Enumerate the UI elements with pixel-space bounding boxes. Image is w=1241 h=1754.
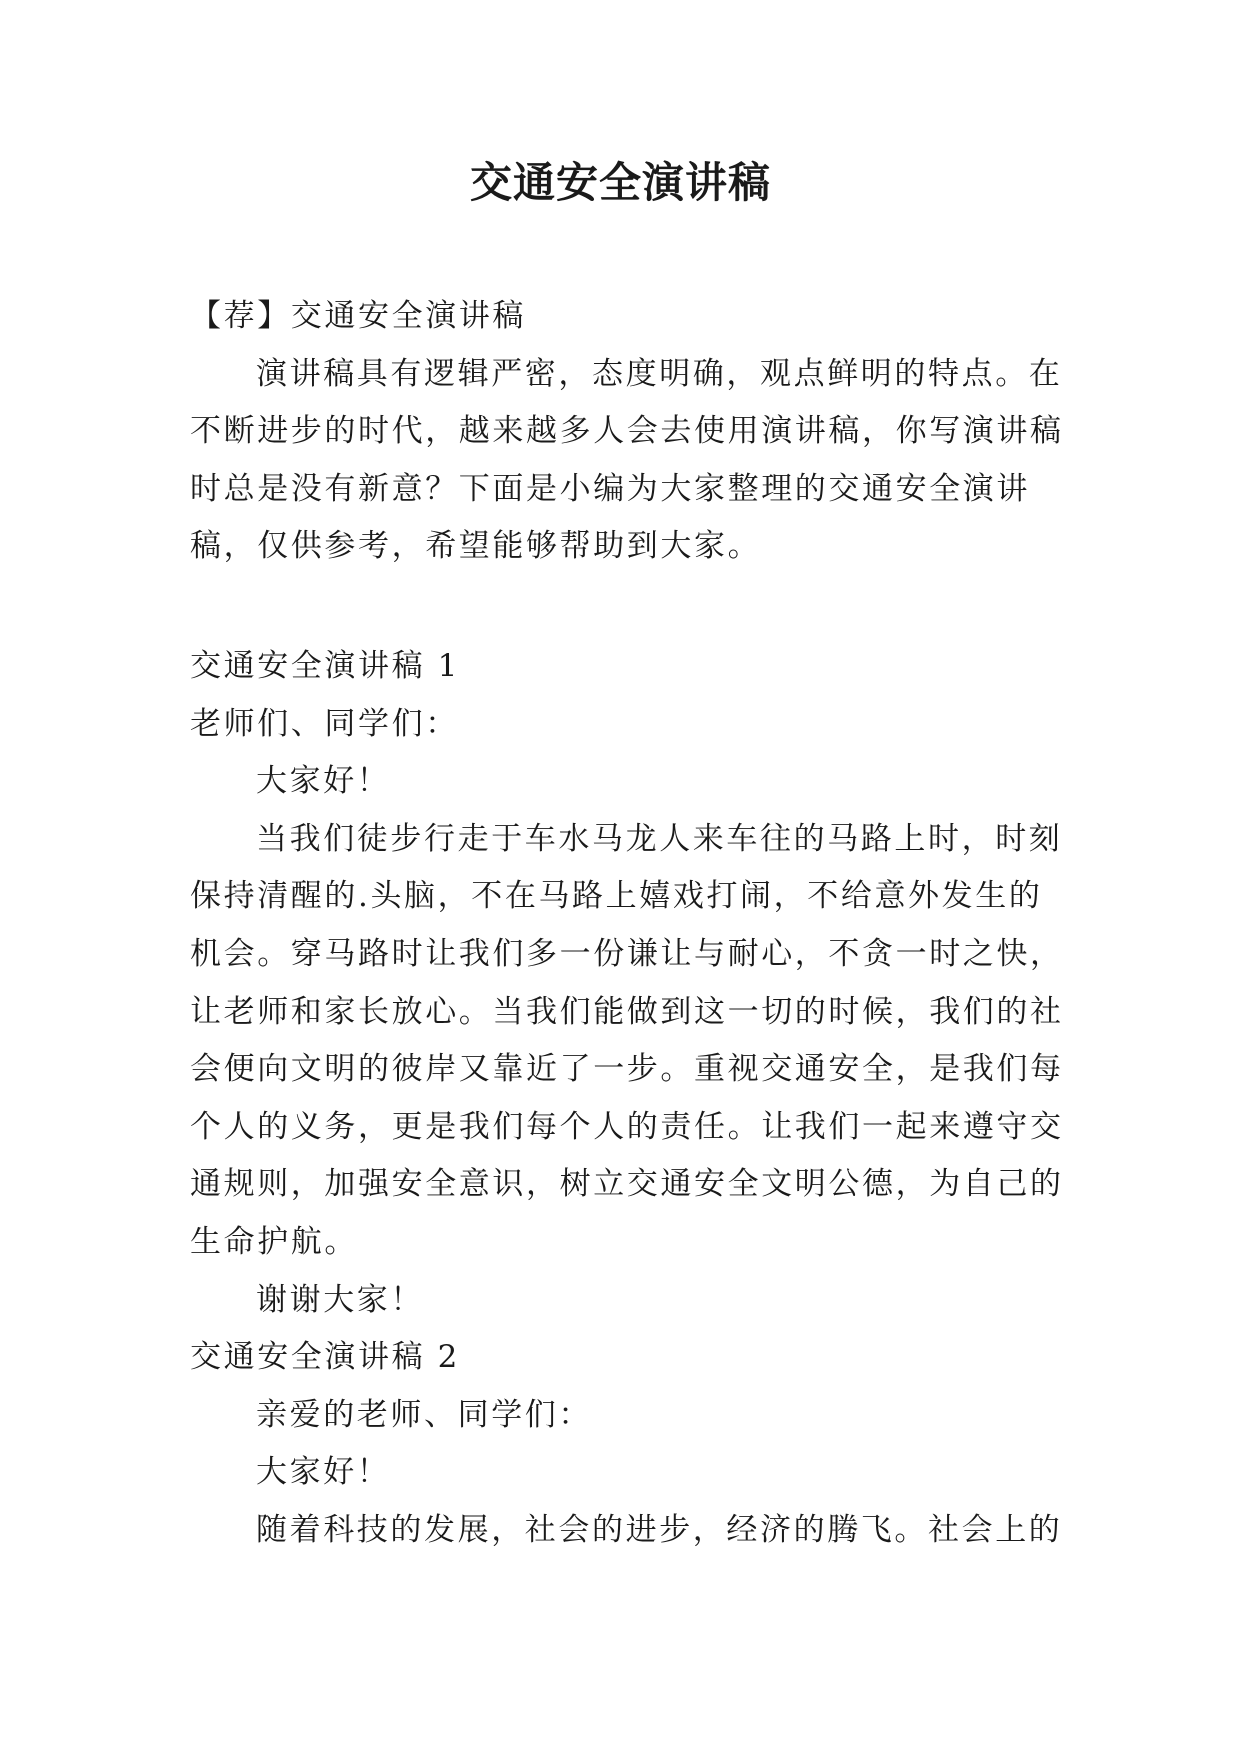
section1-body-line-6: 个人的义务，更是我们每个人的责任。让我们一起来遵守交 [190, 1108, 1064, 1145]
subtitle: 【荐】交通安全演讲稿 [190, 298, 526, 334]
intro-line-1: 演讲稿具有逻辑严密，态度明确，观点鲜明的特点。在 [256, 355, 1063, 392]
section1-body-line-1: 当我们徒步行走于车水马龙人来车往的马路上时，时刻 [256, 820, 1063, 857]
section2-body-line-1: 随着科技的发展，社会的进步，经济的腾飞。社会上的 [256, 1511, 1063, 1548]
section1-salutation: 老师们、同学们： [190, 705, 459, 742]
section2-salutation: 亲爱的老师、同学们： [256, 1396, 592, 1433]
section1-body-line-3: 机会。穿马路时让我们多一份谦让与耐心，不贪一时之快， [190, 935, 1064, 972]
section1-closing: 谢谢大家！ [256, 1281, 424, 1318]
paragraph-gap [190, 576, 1070, 638]
section2-greeting: 大家好！ [256, 1454, 391, 1491]
section1-body-line-7: 通规则，加强安全意识，树立交通安全文明公德，为自己的 [190, 1166, 1064, 1203]
section1-body-line-8: 生命护航。 [190, 1223, 358, 1260]
section2-heading: 交通安全演讲稿 2 [190, 1339, 460, 1376]
intro-line-3: 时总是没有新意？下面是小编为大家整理的交通安全演讲 [190, 470, 1030, 507]
intro-line-2: 不断进步的时代，越来越多人会去使用演讲稿，你写演讲稿 [190, 413, 1064, 450]
intro-line-4: 稿，仅供参考，希望能够帮助到大家。 [190, 528, 762, 565]
section1-heading: 交通安全演讲稿 1 [190, 647, 460, 684]
section1-body-line-4: 让老师和家长放心。当我们能做到这一切的时候，我们的社 [190, 993, 1064, 1030]
document-body [190, 288, 1070, 1559]
section1-body-line-2: 保持清醒的.头脑，不在马路上嬉戏打闹，不给意外发生的 [190, 878, 1043, 915]
section1-body-line-5: 会便向文明的彼岸又靠近了一步。重视交通安全，是我们每 [190, 1051, 1064, 1088]
section1-greeting: 大家好！ [256, 763, 391, 800]
document-title: 交通安全演讲稿 [469, 158, 771, 207]
